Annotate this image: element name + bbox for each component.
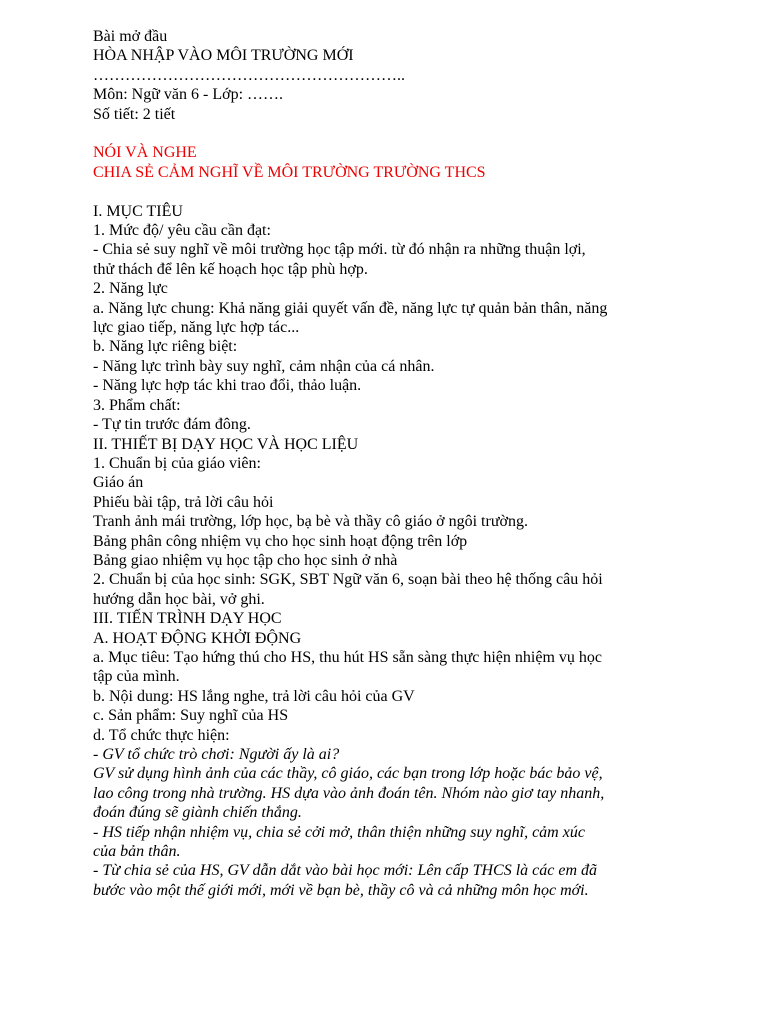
muc-tieu-line: a. Năng lực chung: Khả năng giải quyết vấn đề, năng lực tự quản bản thân, năng xyxy=(93,299,608,317)
activity-italic-line: - HS tiếp nhận nhiệm vụ, chia sẻ cởi mở, thân thiện những suy nghĩ, cảm xúc xyxy=(93,823,585,841)
muc-tieu-line: lực giao tiếp, năng lực hợp tác... xyxy=(93,319,300,337)
activity-italic-line: của bản thân. xyxy=(93,843,181,861)
periods-line: Số tiết: 2 tiết xyxy=(93,105,176,123)
dotted-line: ………………………………………………….. xyxy=(93,66,405,84)
muc-tieu-line: - Tự tin trước đám đông. xyxy=(93,416,251,434)
document-page xyxy=(93,27,733,900)
thiet-bi-line: hướng dẫn học bài, vở ghi. xyxy=(93,590,265,608)
muc-tieu-line: - Chia sẻ suy nghĩ về môi trường học tập mới. từ đó nhận ra những thuận lợi, xyxy=(93,241,586,259)
thiet-bi-line: 2. Chuẩn bị của học sinh: SGK, SBT Ngữ văn 6, soạn bài theo hệ thống câu hỏi xyxy=(93,571,603,589)
tien-trinh-line: tập của mình. xyxy=(93,668,180,686)
activity-italic-line: bước vào một thế giới mới, mới về bạn bè, thầy cô và cả những môn học mới. xyxy=(93,881,589,899)
thiet-bi-line: Tranh ảnh mái trường, lớp học, bạ bè và thầy cô giáo ở ngôi trường. xyxy=(93,513,528,531)
thiet-bi-line: 1. Chuẩn bị của giáo viên: xyxy=(93,454,261,472)
thiet-bi-line: Bảng phân công nhiệm vụ cho học sinh hoạt động trên lớp xyxy=(93,532,468,550)
section-heading: NÓI VÀ NGHE xyxy=(93,144,197,162)
spacer xyxy=(93,124,733,143)
muc-tieu-line: - Năng lực hợp tác khi trao đổi, thảo luận. xyxy=(93,377,362,395)
thiet-bi-line: Giáo án xyxy=(93,474,144,492)
activity-italic-line: đoán đúng sẽ giành chiến thắng. xyxy=(93,804,302,822)
spacer xyxy=(93,182,733,201)
lesson-label: Bài mở đầu xyxy=(93,28,168,45)
thiet-bi-line: Bảng giao nhiệm vụ học tập cho học sinh ở nhà xyxy=(93,551,398,569)
tien-trinh-line: a. Mục tiêu: Tạo hứng thú cho HS, thu hút HS sẵn sàng thực hiện nhiệm vụ học xyxy=(93,648,602,666)
activity-italic-line: - GV tổ chức trò chơi: Người ấy là ai? xyxy=(93,746,340,763)
muc-tieu-title: I. MỤC TIÊU xyxy=(93,202,183,220)
lesson-title: HÒA NHẬP VÀO MÔI TRƯỜNG MỚI xyxy=(93,47,354,65)
tien-trinh-title: III. TIẾN TRÌNH DẠY HỌC xyxy=(93,610,282,628)
tien-trinh-line: c. Sản phẩm: Suy nghĩ của HS xyxy=(93,707,289,725)
muc-tieu-line: b. Năng lực riêng biệt: xyxy=(93,338,238,356)
muc-tieu-line: 3. Phẩm chất: xyxy=(93,396,181,414)
muc-tieu-line: thử thách để lên kế hoạch học tập phù hợp. xyxy=(93,260,368,278)
muc-tieu-line: 2. Năng lực xyxy=(93,280,168,298)
thiet-bi-title: II. THIẾT BỊ DẠY HỌC VÀ HỌC LIỆU xyxy=(93,435,359,453)
muc-tieu-line: 1. Mức độ/ yêu cầu cần đạt: xyxy=(93,222,271,240)
activity-italic-line: - Từ chia sẻ của HS, GV dẫn dắt vào bài học mới: Lên cấp THCS là các em đã xyxy=(93,862,598,880)
tien-trinh-line: b. Nội dung: HS lắng nghe, trả lời câu hỏi của GV xyxy=(93,687,415,705)
tien-trinh-line: A. HOẠT ĐỘNG KHỞI ĐỘNG xyxy=(93,629,302,647)
section-subheading: CHIA SẺ CẢM NGHĨ VỀ MÔI TRƯỜNG TRƯỜNG THCS xyxy=(93,163,486,181)
muc-tieu-line: - Năng lực trình bày suy nghĩ, cảm nhận của cá nhân. xyxy=(93,357,435,375)
activity-italic-line: lao công trong nhà trường. HS dựa vào ảnh đoán tên. Nhóm nào giơ tay nhanh, xyxy=(93,784,605,802)
activity-italic-line: GV sử dụng hình ảnh của các thầy, cô giáo, các bạn trong lớp hoặc bác bảo vệ, xyxy=(93,765,603,783)
thiet-bi-line: Phiếu bài tập, trả lời câu hỏi xyxy=(93,493,274,511)
tien-trinh-line: d. Tổ chức thực hiện: xyxy=(93,726,230,744)
subject-line: Môn: Ngữ văn 6 - Lớp: ……. xyxy=(93,86,284,104)
